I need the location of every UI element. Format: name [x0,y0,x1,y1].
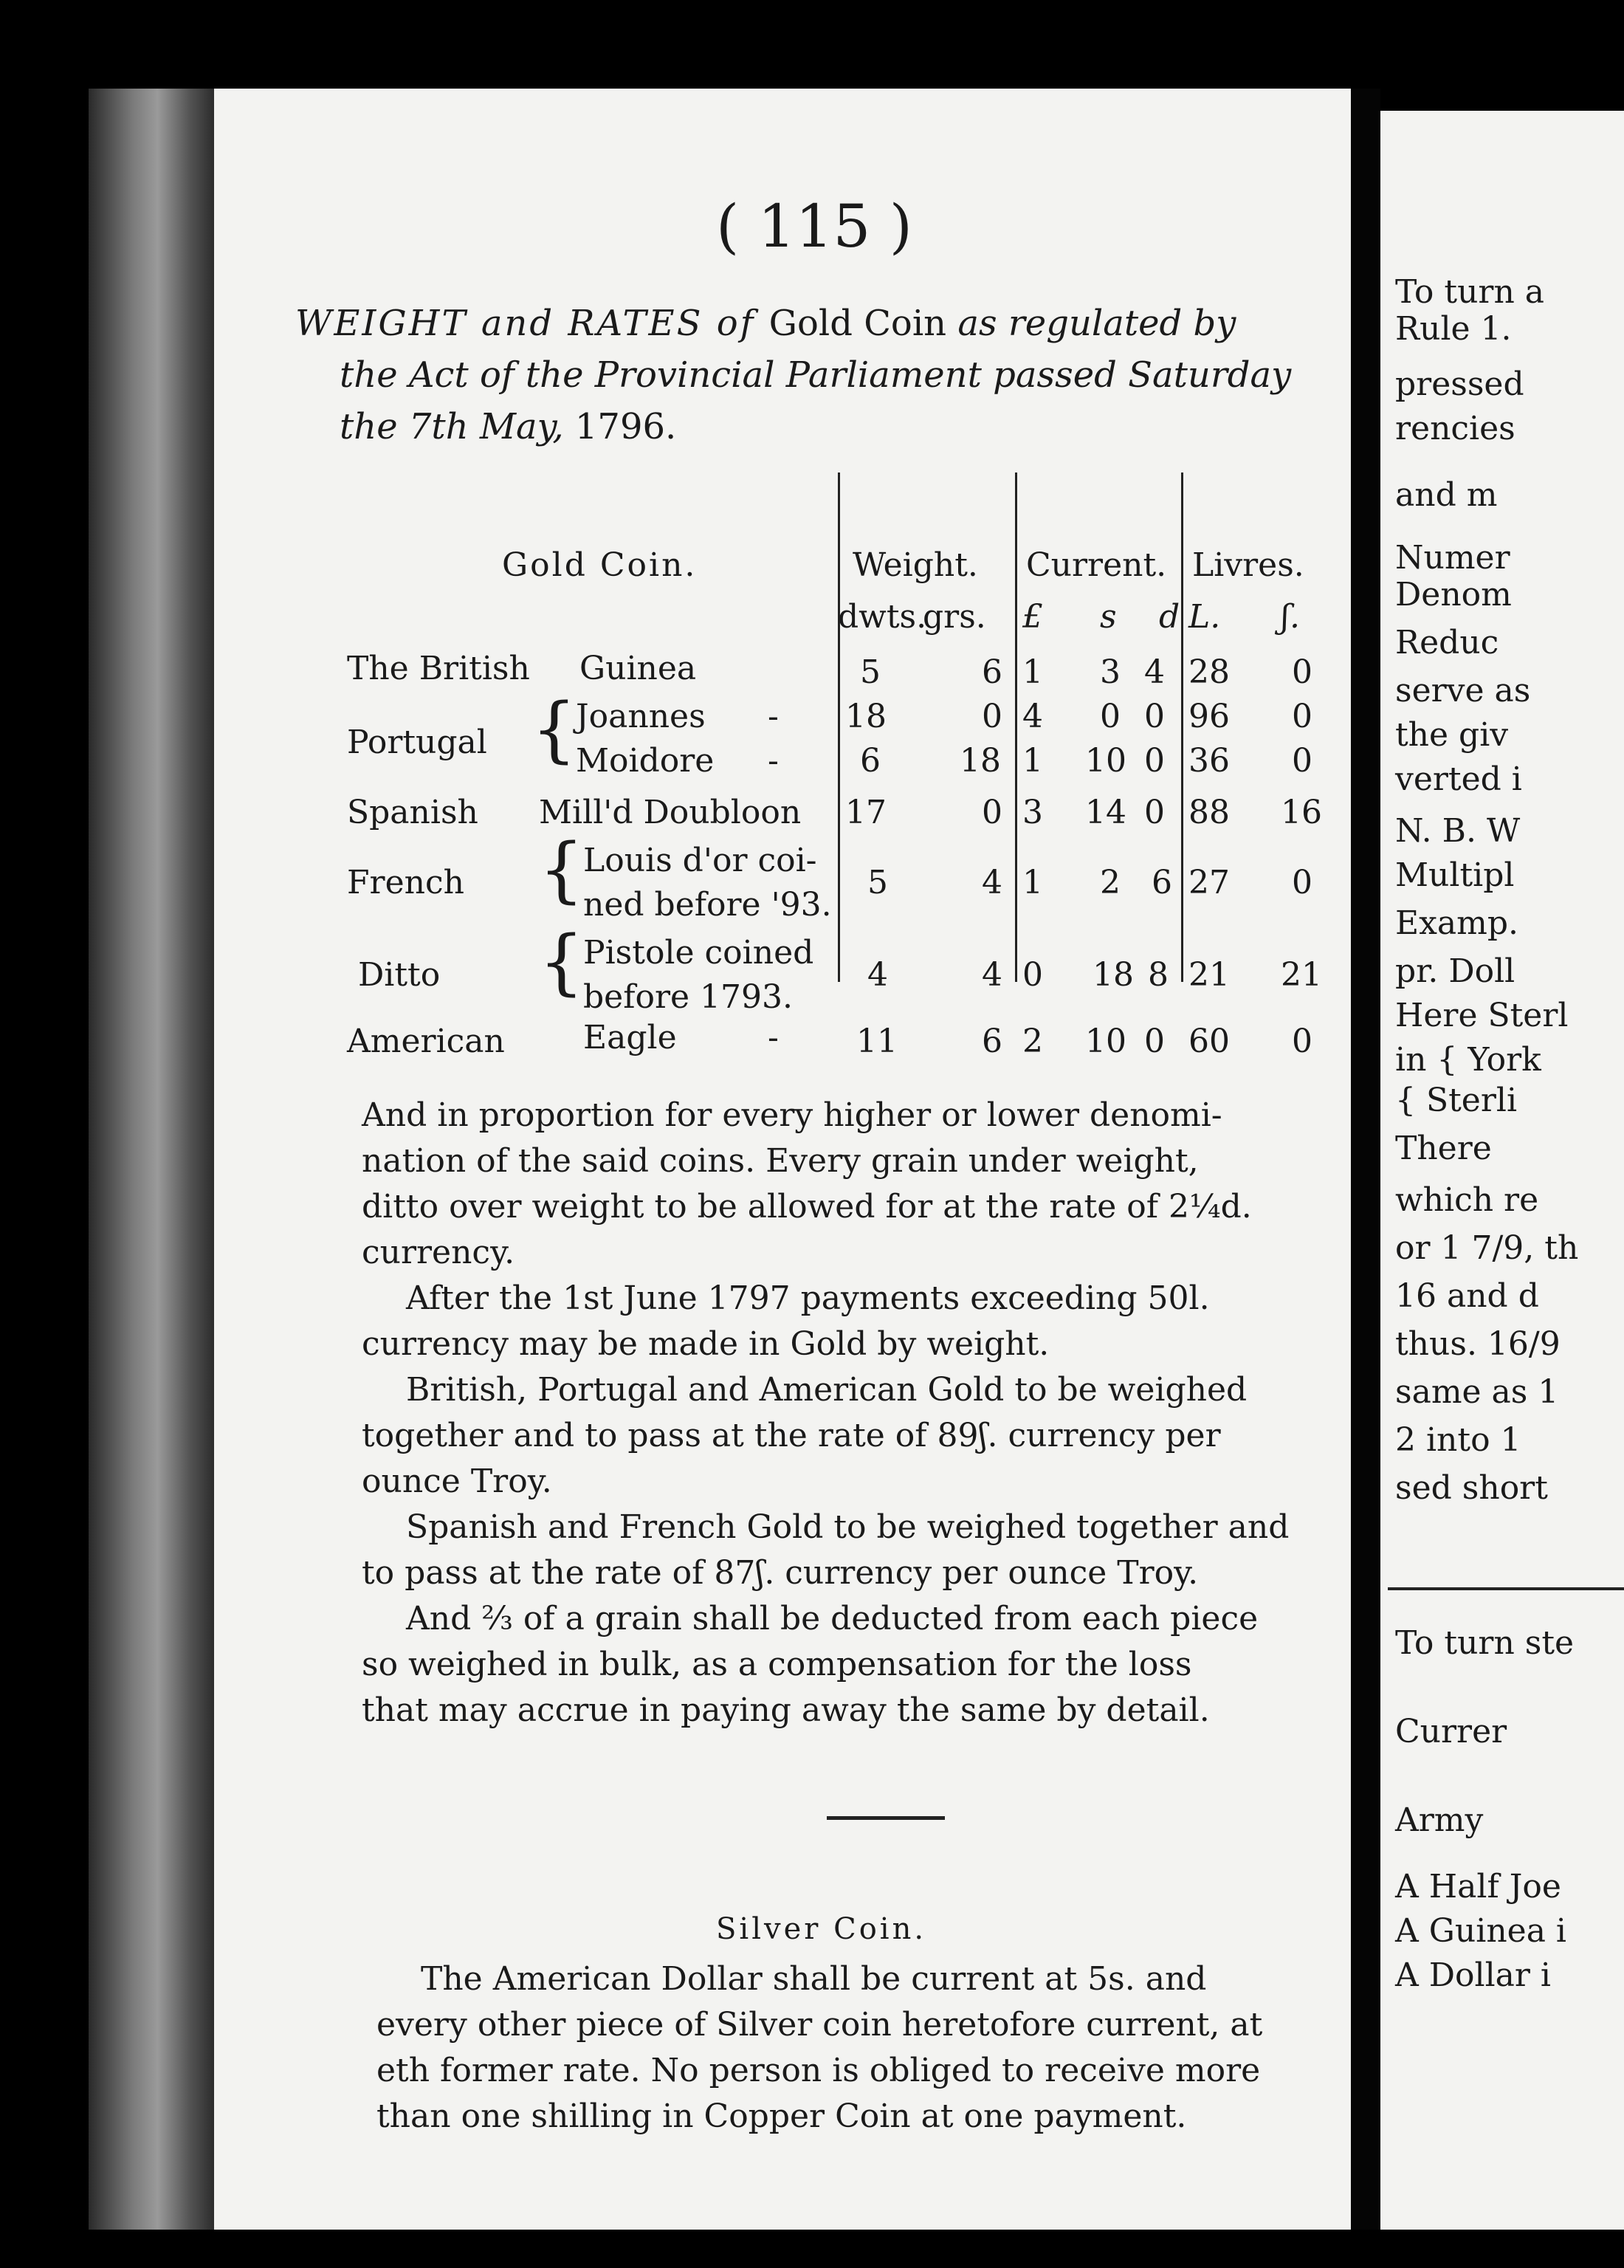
row-coin-line: before 1793. [583,978,794,1016]
cell-grs: 0 [982,794,1002,831]
gold-coin-table [214,472,1351,1078]
paragraph-line: currency may be made in Gold by weight. [362,1325,1050,1363]
right-page-line: To turn a [1395,273,1545,311]
sub-shillings: s [1100,598,1117,636]
cell-dwts: 17 [845,794,887,831]
cell-s: 0 [1100,698,1121,735]
cell-f: 0 [1292,653,1312,691]
brace-glyph: { [539,921,585,1003]
cell-f: 21 [1281,956,1322,994]
table-rule [1015,472,1017,982]
brace-glyph: { [531,688,577,771]
sub-sols: ʃ. [1281,598,1300,636]
right-page-line: Here Sterl [1395,997,1569,1034]
title-line-3: the 7th May, 1796. [340,406,677,447]
section-rule [1388,1587,1624,1590]
cell-grs: 18 [960,742,1001,780]
row-dash: - [768,698,779,735]
cell-s: 14 [1085,794,1126,831]
silver-coin-heading: Silver Coin. [716,1912,927,1946]
cell-dwts: 11 [856,1023,898,1060]
right-page-line: serve as [1395,672,1531,709]
cell-d: 0 [1144,698,1165,735]
cell-dwts: 18 [845,698,887,735]
right-page-line: { Sterli [1395,1082,1518,1119]
cell-d: 6 [1152,864,1172,901]
right-page-line: A Half Joe [1395,1868,1561,1906]
right-page-line: Currer [1395,1713,1507,1750]
page-gutter [1351,89,1380,2230]
cell-pound: 1 [1022,864,1043,901]
cell-dwts: 6 [860,742,881,780]
row-country: Ditto [358,956,441,994]
right-page-line: and m [1395,476,1498,514]
paragraph-line: And in proportion for every higher or lower denomi- [362,1096,1222,1134]
right-page-line: Numer [1395,539,1510,577]
right-page-line: in { York [1395,1041,1541,1079]
cell-dwts: 4 [867,956,888,994]
cell-grs: 0 [982,698,1002,735]
right-page-line: verted i [1395,760,1522,798]
row-coin-line: Pistole coined [583,934,814,972]
cell-pound: 4 [1022,698,1043,735]
title-line-2: the Act of the Provincial Parliament passed Saturday [340,354,1292,396]
right-page-line: same as 1 [1395,1373,1559,1411]
cell-d: 0 [1144,794,1165,831]
right-page-line: To turn ste [1395,1624,1575,1662]
right-page-line: rencies [1395,410,1515,447]
cell-L: 27 [1188,864,1230,901]
right-page-line: Army [1395,1801,1484,1839]
cell-s: 10 [1085,1023,1126,1060]
table-rule [838,472,840,982]
cell-f: 0 [1292,1023,1312,1060]
sub-livres: L. [1188,598,1221,636]
row-country: Portugal [347,724,487,761]
right-page-line: Reduc [1395,624,1499,662]
paragraph-line: together and to pass at the rate of 89ʃ. currency per [362,1417,1221,1454]
row-coin: Guinea [579,650,697,687]
row-coin: Eagle [583,1019,677,1056]
weight-header: Weight. [853,546,978,584]
paragraph-line: so weighed in bulk, as a compensation for the loss [362,1646,1192,1683]
page-number: ( 115 ) [716,192,912,261]
right-page-line: Rule 1. [1395,310,1512,348]
cell-f: 0 [1292,698,1312,735]
right-page-line: sed short [1395,1469,1548,1507]
cell-pound: 2 [1022,1023,1043,1060]
cell-f: 0 [1292,864,1312,901]
paragraph-line: Spanish and French Gold to be weighed together and [406,1508,1290,1546]
sub-dwts: dwts. [838,598,927,636]
sub-pence: d [1159,598,1180,636]
row-country: Spanish [347,794,478,831]
cell-d: 0 [1144,1023,1165,1060]
cell-dwts: 5 [867,864,888,901]
paragraph-line: The American Dollar shall be current at 5s. and [421,1960,1207,1998]
cell-s: 2 [1100,864,1121,901]
gold-coin-label: Gold Coin. [502,546,698,584]
row-coin-line: ned before '93. [583,886,832,924]
cell-d: 0 [1144,742,1165,780]
paragraph-line: ounce Troy. [362,1463,552,1500]
right-page-line: N. B. W [1395,812,1521,850]
title-line-1: WEIGHT and RATES of Gold Coin as regulated by [295,303,1236,344]
paragraph-line: than one shilling in Copper Coin at one payment. [376,2097,1187,2135]
row-country: American [347,1023,505,1060]
cell-pound: 1 [1022,742,1043,780]
book-spine-edge [89,89,214,2230]
right-page-line: the giv [1395,716,1509,754]
right-page-line: pressed [1395,365,1524,403]
row-country: French [347,864,464,901]
row-coin: Joannes [576,698,706,735]
row-dash: - [768,1019,779,1056]
row-country: The British [347,650,530,687]
cell-d: 4 [1144,653,1165,691]
cell-s: 18 [1093,956,1134,994]
row-coin-line: Louis d'or coi- [583,842,817,879]
cell-grs: 4 [982,956,1002,994]
paragraph-line: British, Portugal and American Gold to be weighed [406,1371,1248,1409]
right-page-line: 2 into 1 [1395,1421,1521,1459]
paragraph-line: currency. [362,1234,515,1271]
paragraph-line: nation of the said coins. Every grain under weight, [362,1142,1199,1180]
cell-L: 21 [1188,956,1230,994]
sub-grs: grs. [923,598,986,636]
cell-grs: 4 [982,864,1002,901]
right-page-line: A Dollar i [1395,1956,1551,1994]
cell-f: 16 [1281,794,1322,831]
right-page-line: Denom [1395,576,1512,614]
row-dash: - [768,742,779,780]
cell-dwts: 5 [860,653,881,691]
paragraph-line: And ⅔ of a grain shall be deducted from each piece [406,1600,1259,1638]
cell-s: 3 [1100,653,1121,691]
cell-grs: 6 [982,653,1002,691]
paragraph-line: to pass at the rate of 87ʃ. currency per ounce Troy. [362,1554,1199,1592]
cell-f: 0 [1292,742,1312,780]
current-header: Current. [1026,546,1167,584]
right-page-line: A Guinea i [1395,1912,1566,1950]
row-coin: Moidore [576,742,715,780]
left-page [214,89,1351,2230]
paragraph-line: ditto over weight to be allowed for at the rate of 2¼d. [362,1188,1252,1226]
section-rule [827,1816,945,1820]
brace-glyph: { [539,828,585,911]
right-page-line: or 1 7/9, th [1395,1229,1579,1267]
cell-s: 10 [1085,742,1126,780]
paragraph-line: After the 1st June 1797 payments exceeding 50l. [406,1279,1210,1317]
right-page-line: Multipl [1395,856,1515,894]
right-page-line: which re [1395,1181,1539,1219]
cell-L: 88 [1188,794,1230,831]
cell-pound: 1 [1022,653,1043,691]
cell-pound: 3 [1022,794,1043,831]
paragraph-line: that may accrue in paying away the same by detail. [362,1691,1210,1729]
right-page-line: Examp. [1395,904,1519,942]
row-coin: Mill'd Doubloon [539,794,802,831]
right-page-line: There [1395,1130,1492,1167]
cell-L: 96 [1188,698,1230,735]
cell-L: 28 [1188,653,1230,691]
right-page [1380,111,1624,2230]
cell-pound: 0 [1022,956,1043,994]
livres-header: Livres. [1192,546,1304,584]
right-page-line: thus. 16/9 [1395,1325,1561,1363]
cell-L: 36 [1188,742,1230,780]
cell-L: 60 [1188,1023,1230,1060]
cell-grs: 6 [982,1023,1002,1060]
paragraph-line: every other piece of Silver coin heretofore current, at [376,2006,1263,2044]
paragraph-line: eth former rate. No person is obliged to receive more [376,2052,1261,2089]
table-rule [1181,472,1183,982]
cell-d: 8 [1148,956,1169,994]
sub-pound: £ [1022,598,1043,636]
right-page-line: 16 and d [1395,1277,1539,1315]
right-page-line: pr. Doll [1395,952,1515,990]
